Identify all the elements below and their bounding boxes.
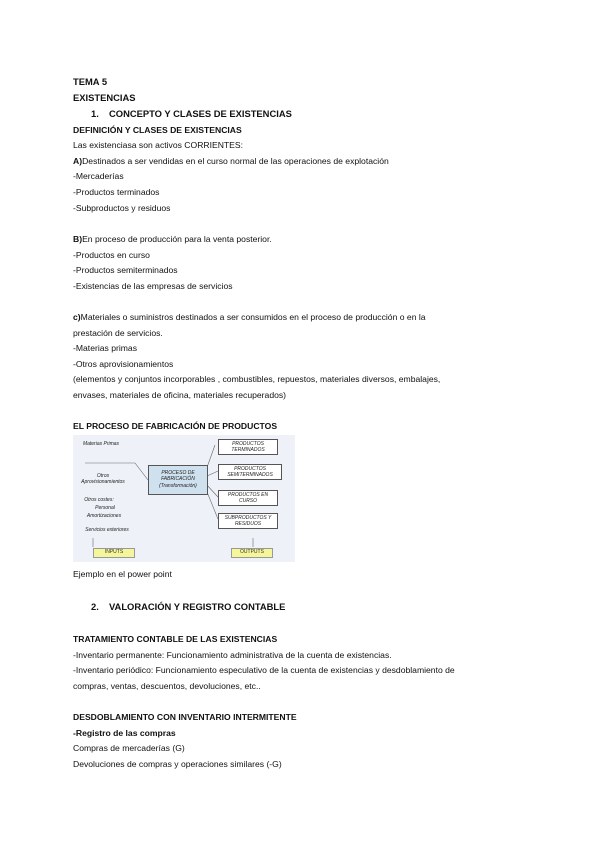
group-c-note: (elementos y conjuntos incorporables , combustibles, repuestos, materiales diversos, embalajes, xyxy=(73,374,441,384)
output-box xyxy=(218,490,278,506)
registro-line: Devoluciones de compras y operaciones similares (-G) xyxy=(73,759,282,769)
diagram-input: Servicios exteriores xyxy=(85,527,129,533)
group-c-note-cont: envases, materiales de oficina, materiales recuperados) xyxy=(73,390,287,400)
section1-number: 1. xyxy=(91,108,99,119)
group-a-letter: A) xyxy=(73,156,83,166)
tratamiento-line: -Inventario permanente: Funcionamiento administrativa de la cuenta de existencias. xyxy=(73,650,392,660)
list-item: -Mercaderías xyxy=(73,171,124,181)
section1-subtitle: DEFINICIÓN Y CLASES DE EXISTENCIAS xyxy=(73,125,242,135)
diagram-caption: Ejemplo en el power point xyxy=(73,569,172,579)
tratamiento-title: TRATAMIENTO CONTABLE DE LAS EXISTENCIAS xyxy=(73,634,278,644)
group-a-description: Destinados a ser vendidas en el curso normal de las operaciones de explotación xyxy=(82,156,389,166)
process-label: PROCESO DE FABRICACIÓN xyxy=(161,470,195,482)
group-b-letter: B) xyxy=(73,234,83,244)
output-box xyxy=(218,464,282,480)
output-label: PRODUCTOS EN CURSO xyxy=(227,492,269,504)
intro-text: Las existenciasa son activos CORRIENTES: xyxy=(73,140,244,150)
diagram-input: Materias Primas xyxy=(82,441,120,447)
list-item: -Subproductos y residuos xyxy=(73,203,171,213)
desdoblamiento-title: DESDOBLAMIENTO CON INVENTARIO INTERMITENTE xyxy=(73,712,297,722)
group-c-description-cont: prestación de servicios. xyxy=(73,328,163,338)
tratamiento-line: -Inventario periódico: Funcionamiento especulativo de la cuenta de existencias y desdoblamiento de xyxy=(73,665,455,675)
diagram-input: Otros Aprovisionamientos xyxy=(81,473,125,485)
section1-title: CONCEPTO Y CLASES DE EXISTENCIAS xyxy=(109,108,292,119)
group-c-description: Materiales o suministros destinados a ser consumidos en el proceso de producción o en la xyxy=(80,312,426,322)
process-sublabel: (Transformación) xyxy=(159,483,197,489)
output-label: SUBPRODUCTOS Y RESIDUOS xyxy=(224,515,272,527)
output-label: PRODUCTOS SEMITERMINADOS xyxy=(227,466,273,478)
list-item: -Productos en curso xyxy=(73,250,150,260)
registro-line: Compras de mercaderías (G) xyxy=(73,743,185,753)
process-box xyxy=(148,465,208,495)
group-c-letter: c) xyxy=(73,312,81,322)
list-item: -Materias primas xyxy=(73,343,137,353)
group-b-text xyxy=(73,234,272,245)
list-item: -Productos semiterminados xyxy=(73,265,178,275)
inputs-label: INPUTS xyxy=(93,548,135,558)
tratamiento-line: compras, ventas, descuentos, devoluciones, etc.. xyxy=(73,681,261,691)
group-b-description: En proceso de producción para la venta posterior. xyxy=(82,234,272,244)
registro-title: -Registro de las compras xyxy=(73,728,176,738)
tema-label: TEMA 5 xyxy=(73,76,108,87)
group-c-text xyxy=(73,312,426,323)
section2-title: VALORACIÓN Y REGISTRO CONTABLE xyxy=(109,601,286,612)
fabricacion-title: EL PROCESO DE FABRICACIÓN DE PRODUCTOS xyxy=(73,421,278,431)
output-box xyxy=(218,513,278,529)
diagram-input: Otros costes: xyxy=(84,497,114,503)
document-title: EXISTENCIAS xyxy=(73,92,136,103)
output-box xyxy=(218,439,278,455)
diagram-input: Personal xyxy=(95,505,115,511)
section2-number: 2. xyxy=(91,601,99,612)
section2-heading xyxy=(91,601,285,612)
diagram-input: Amortizaciones xyxy=(86,513,122,519)
fabrication-process-diagram xyxy=(73,435,295,562)
group-a-text xyxy=(73,156,389,167)
list-item: -Productos terminados xyxy=(73,187,160,197)
list-item: -Otros aprovisionamientos xyxy=(73,359,174,369)
outputs-label: OUTPUTS xyxy=(231,548,273,558)
output-label: PRODUCTOS TERMINADOS xyxy=(231,441,265,453)
section1-heading xyxy=(91,108,292,119)
list-item: -Existencias de las empresas de servicios xyxy=(73,281,233,291)
